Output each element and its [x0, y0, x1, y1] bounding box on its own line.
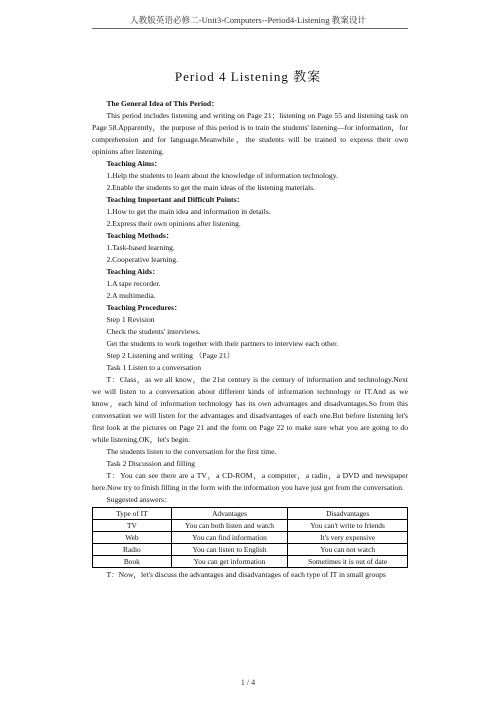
paragraph: Step 2 Listening and writing （Page 21）	[106, 351, 235, 360]
document-body	[92, 98, 408, 581]
suggested-answers-table	[92, 507, 408, 568]
paragraph: T：Now，let's discuss the advantages and disadvantages of each type of IT in small groups	[106, 570, 386, 579]
table-cell: You can listen to English	[171, 544, 288, 556]
page-header: 人教版英语必修二-Unit3-Computers--Period4-Listening 教案设计	[129, 15, 367, 25]
page-number: 1 / 4	[240, 678, 256, 687]
paragraph: 1.Help the students to learn about the knowledge of information technology.	[106, 171, 338, 180]
paragraph: The students listen to the conversation for the first time.	[106, 447, 277, 456]
paragraph: 2.A multimedia.	[106, 291, 156, 300]
paragraph: Step 1 Revision	[106, 315, 155, 324]
paragraph: 1.Task-based learning.	[106, 243, 175, 252]
paragraph: Check the students' interviews.	[106, 327, 201, 336]
table-row	[93, 544, 408, 556]
paragraph: Task 2 Discussion and filling	[106, 459, 195, 468]
table-row	[93, 532, 408, 544]
table-cell: You can get information	[171, 556, 288, 568]
table-header-cell: Disadvantages	[288, 508, 408, 520]
paragraph: 1.A tape recorder.	[106, 279, 161, 288]
table-header-row	[93, 508, 408, 520]
header-rule	[92, 28, 408, 29]
section-heading: Teaching Procedures：	[106, 303, 182, 312]
table-header-cell: Advantages	[171, 508, 288, 520]
paragraph: Get the students to work together with their partners to interview each other.	[106, 339, 339, 348]
section-heading: Teaching Aims：	[106, 159, 162, 168]
section-heading: Teaching Aids：	[106, 267, 160, 276]
paragraph: This period includes listening and writing on Page 21；listening on Page 55 and listening task on Page 58.Apparently，the purpose of this period is to train the students' listening—for information，for comprehension and for language.Meanwhile，the students will be trained to express their own opinions after listening.	[92, 111, 408, 156]
table-cell: Book	[93, 556, 172, 568]
table-cell: Sometimes it is out of date	[288, 556, 408, 568]
section-heading: Teaching Methods：	[106, 231, 174, 240]
section-heading: Teaching Important and Difficult Points：	[106, 195, 245, 204]
section-heading: The General Idea of This Period：	[106, 99, 219, 108]
document-title: Period 4 Listening 教案	[174, 69, 322, 84]
paragraph: Task 1 Listen to a conversation	[106, 363, 202, 372]
table-cell: You can't write to friends	[288, 520, 408, 532]
paragraph-list	[92, 98, 408, 506]
paragraph: Suggested answers：	[106, 495, 172, 504]
paragraph: T：You can see there are a TV，a CD-ROM，a computer，a radio，a DVD and newspaper here.Now try to finish filling in the form with the information you have just got from the conversation.	[92, 471, 408, 492]
paragraph: 1.How to get the main idea and information in details.	[106, 207, 271, 216]
table-cell: Web	[93, 532, 172, 544]
table-cell: Radio	[93, 544, 172, 556]
table-cell: TV	[93, 520, 172, 532]
paragraph: 2.Cooperative learning.	[106, 255, 178, 264]
paragraph: 2.Enable the students to get the main ideas of the listening materials.	[106, 183, 316, 192]
paragraph: T：Class，as we all know，the 21st century is the century of information and technology.Next we will listen to a conversation about different kinds of information technology or IT.And as we know，each kind of information technology has its own advantages and disadvantages.So from this conversation we will listen for the advantages and disadvantages of each one.But before listening let's first look at the pictures on Page 21 and the form on Page 22 to make sure what you are going to do while listening.OK，let's begin.	[92, 375, 408, 444]
table-header-cell: Type of IT	[93, 508, 172, 520]
table-cell: You can find information	[171, 532, 288, 544]
table-row	[93, 520, 408, 532]
table-cell: You can both listen and watch	[171, 520, 288, 532]
table-cell: You can not watch	[288, 544, 408, 556]
table-row	[93, 556, 408, 568]
paragraph: 2.Express their own opinions after listening.	[106, 219, 241, 228]
table-body	[93, 520, 408, 568]
table-cell: It's very expensive	[288, 532, 408, 544]
